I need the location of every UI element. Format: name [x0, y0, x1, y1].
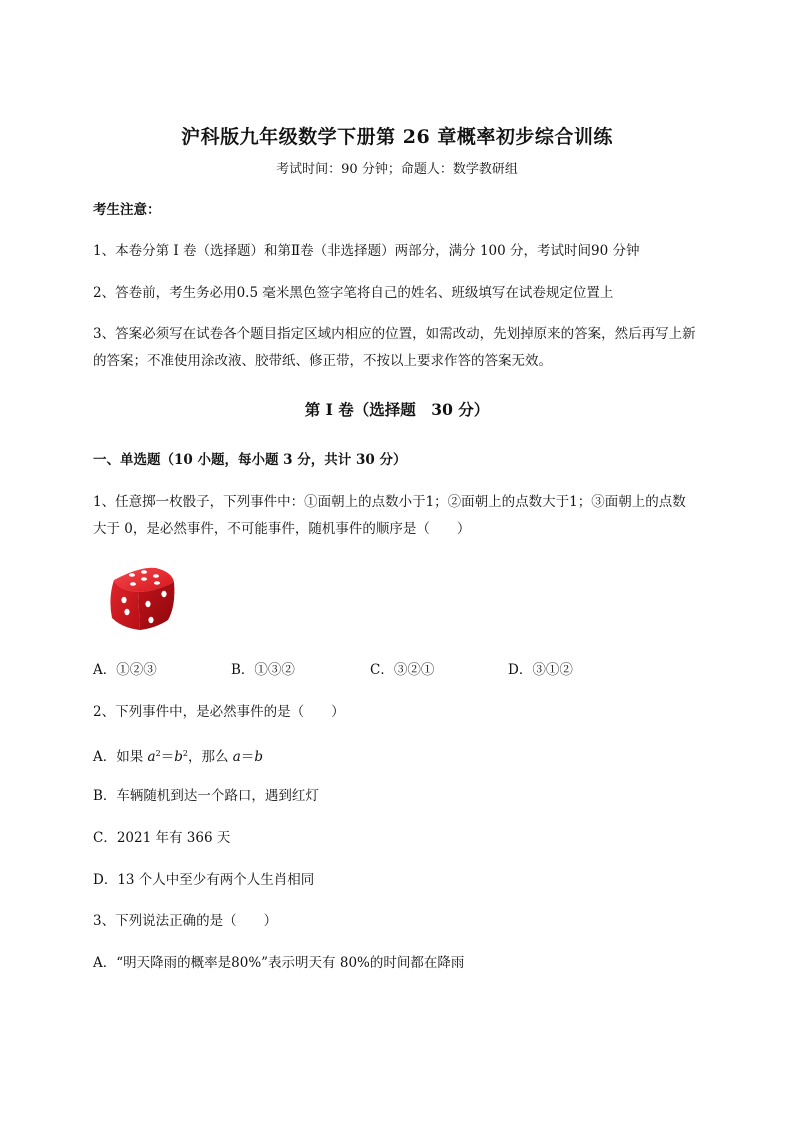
math-var-b: b [174, 749, 183, 765]
question-2-stem: 2、下列事件中，是必然事件的是（ ） [93, 704, 345, 720]
question-1-option-c: C．③②① [370, 662, 435, 678]
question-1-option-a: A．①②③ [93, 662, 157, 678]
question-1-line-2: 大于 0，是必然事件，不可能事件，随机事件的顺序是（ ） [93, 521, 471, 537]
question-1-line-1: 1、任意掷一枚骰子，下列事件中：①面朝上的点数小于1；②面朝上的点数大于1；③面朝上的点数 [93, 494, 686, 510]
math-equals: ＝ [160, 749, 175, 765]
question-2-option-c: C．2021 年有 366 天 [93, 830, 231, 846]
notice-item-3-cont: 的答案；不准使用涂改液、胶带纸、修正带，不按以上要求作答的答案无效。 [93, 353, 552, 369]
question-1-option-d: D．③①② [508, 662, 573, 678]
part-one-heading: 一、单选题（10 小题，每小题 3 分，共计 30 分） [93, 452, 407, 468]
question-2-option-b: B．车辆随机到达一个路口，遇到红灯 [93, 788, 319, 804]
math-equals: ＝ [240, 749, 255, 765]
option-a-prefix: A．如果 [93, 749, 148, 765]
page-subtitle: 考试时间：90 分钟；命题人：数学教研组 [276, 162, 518, 177]
math-var-a: a [147, 749, 156, 765]
math-exponent: 2 [155, 749, 161, 758]
notice-item-2: 2、答卷前，考生务必用0.5 毫米黑色签字笔将自己的姓名、班级填写在试卷规定位置上 [93, 285, 614, 301]
notice-heading: 考生注意： [93, 202, 161, 218]
math-exponent: 2 [182, 749, 188, 758]
section-title: 第 I 卷（选择题 30 分） [304, 400, 490, 419]
dice-image [104, 562, 180, 634]
option-a-mid: ，那么 [187, 749, 233, 765]
notice-item-1: 1、本卷分第 I 卷（选择题）和第Ⅱ卷（非选择题）两部分，满分 100 分，考试时间90 分钟 [93, 243, 640, 259]
question-3-stem: 3、下列说法正确的是（ ） [93, 913, 278, 929]
notice-item-3: 3、答案必须写在试卷各个题目指定区域内相应的位置，如需改动，先划掉原来的答案，然后再写上新 [93, 326, 696, 342]
math-var-a: a [232, 749, 241, 765]
question-1-option-b: B．①③② [231, 662, 295, 678]
math-var-b: b [254, 749, 263, 765]
question-2-option-d: D．13 个人中至少有两个人生肖相同 [93, 872, 315, 888]
question-2-option-a [93, 740, 743, 771]
page-title: 沪科版九年级数学下册第 26 章概率初步综合训练 [181, 126, 613, 148]
question-3-option-a: A．“明天降雨的概率是80%”表示明天有 80%的时间都在降雨 [93, 955, 465, 971]
